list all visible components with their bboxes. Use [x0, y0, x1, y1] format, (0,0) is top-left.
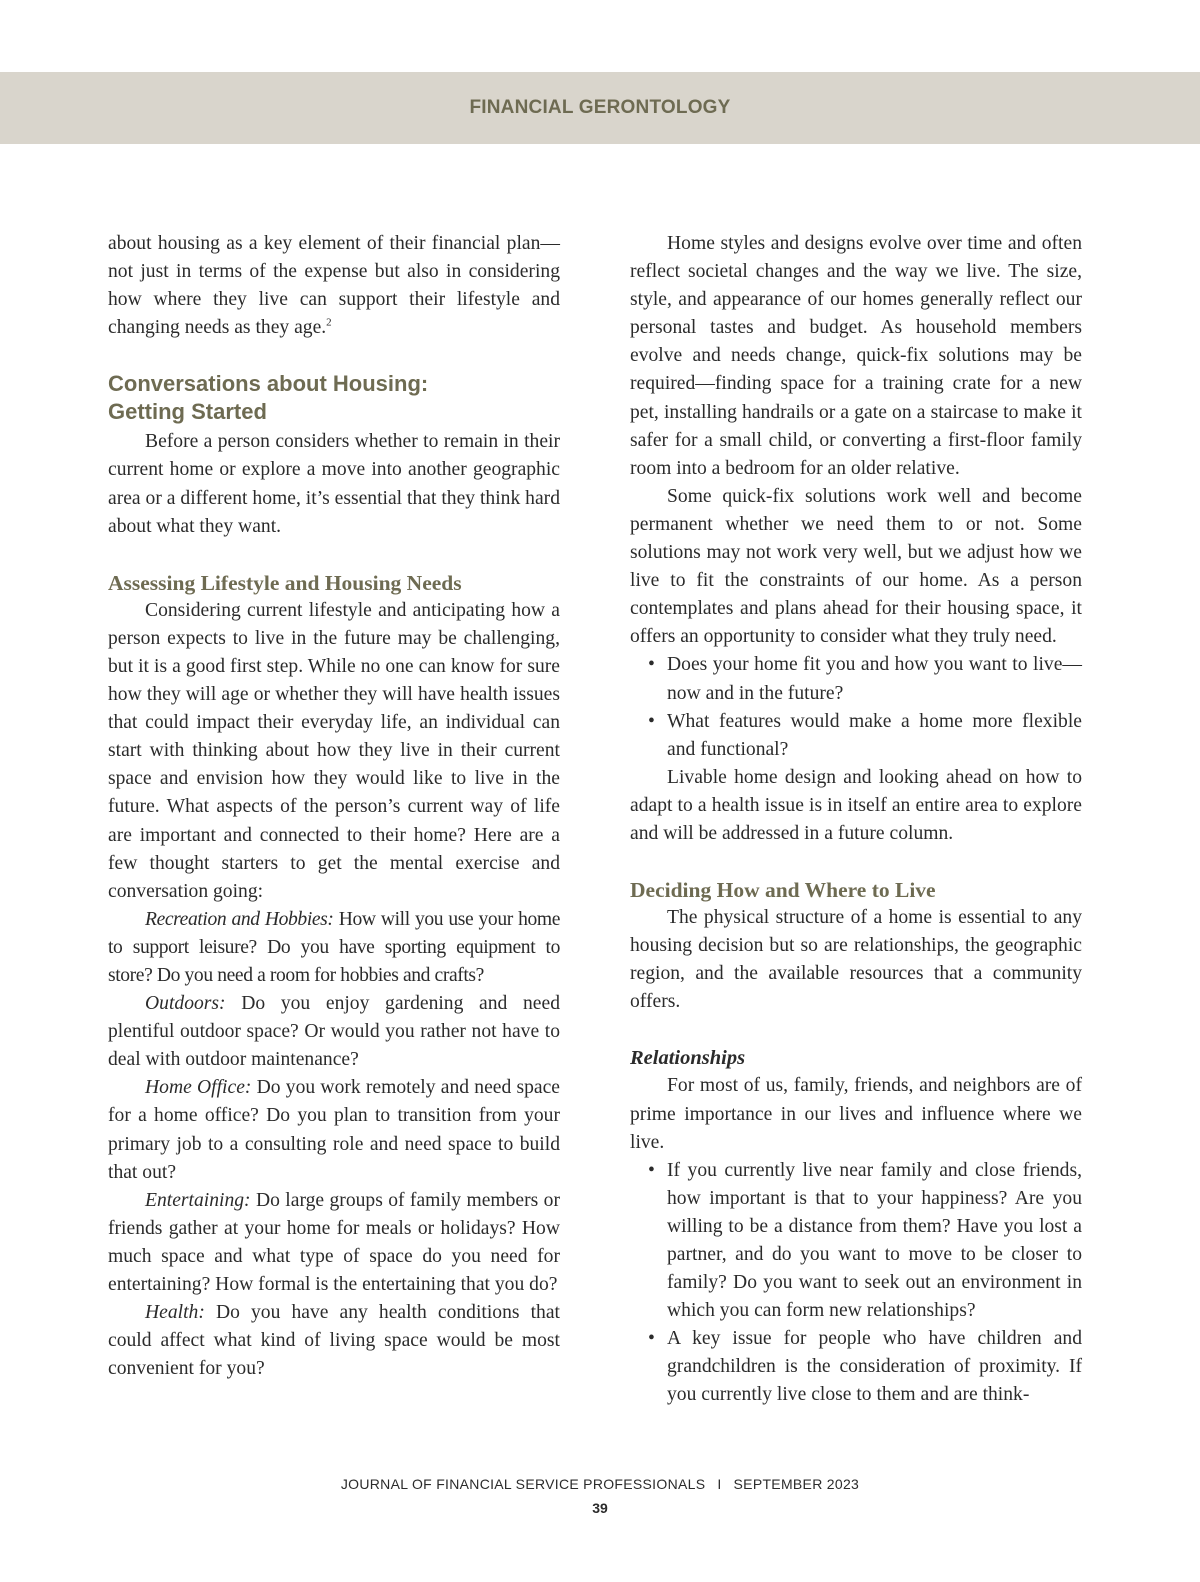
quickfix-paragraph: Some quick-fix solutions work well and become permanent whether we need them to or not. Some solutions may not work very well, but we adjust how we live to fit the constraints of our home. As a person contemplates and plans ahead for their housing space, it offers an opportunity to consider what they truly need.	[630, 485, 1082, 648]
relationships-list	[630, 1157, 1082, 1410]
starter-home-office: Home Office: Do you work remotely and need space for a home office? Do you plan to transition from your primary job to a consulting role and need space to build that out?	[108, 1077, 561, 1183]
heading-relationships: Relationships	[630, 1047, 746, 1070]
right-column	[630, 230, 1082, 1410]
footer-separator: I	[717, 1476, 722, 1492]
starter-outdoors: Outdoors: Do you enjoy gardening and need plentiful outdoor space? Or would you rather not have to deal with outdoor maintenance?	[108, 993, 560, 1071]
heading-assessing: Assessing Lifestyle and Housing Needs	[108, 570, 462, 595]
footnote-ref: 2	[326, 316, 332, 329]
conversations-paragraph: Before a person considers whether to remain in their current home or explore a move into another geographic area or a different home, it’s essential that they think hard about what they want.	[108, 431, 560, 537]
intro-paragraph: about housing as a key element of their financial plan—not just in terms of the expense but also in considering how where they live can support their lifestyle and changing needs as they age.$^2$	[108, 233, 560, 339]
issue-date: SEPTEMBER 2023	[733, 1476, 860, 1492]
deciding-paragraph: The physical structure of a home is essential to any housing decision but so are relationships, the geographic region, and the available resources that a community offers.	[630, 907, 1082, 1013]
journal-name: JOURNAL OF FINANCIAL SERVICE PROFESSIONALS	[340, 1476, 706, 1492]
list-item: • What features would make a home more flexible and functional?	[630, 708, 1082, 764]
heading-conversations: Conversations about Housing: Getting Started	[108, 371, 429, 425]
relationships-paragraph: For most of us, family, friends, and neighbors are of prime importance in our lives and influence where we live.	[630, 1075, 1082, 1153]
section-header-band	[0, 72, 1200, 144]
page-number: 39	[592, 1500, 608, 1516]
bullet-icon: •	[648, 710, 655, 732]
starter-health: Health: Do you have any health conditions that could affect what kind of living space would be most convenient for you?	[108, 1302, 560, 1380]
list-item: • If you currently live near family and close friends, how important is that to your happiness? Are you willing to be a distance from them? Have you lost a partner, and do you want to move to be closer to family? Do you want to seek out an environment in which you can form new relationships?	[630, 1157, 1082, 1326]
bullet-icon: •	[648, 654, 655, 676]
list-item: • A key issue for people who have children and grandchildren is the consideration of proximity. If you currently live close to them and are think-	[630, 1325, 1082, 1409]
journal-footer	[0, 1476, 1200, 1492]
starter-recreation: Recreation and Hobbies: How will you use your home to support leisure? Do you have sporting equipment to store? Do you need a room for hobbies and crafts?	[108, 908, 560, 986]
left-column	[108, 230, 560, 1383]
bullet-icon: •	[648, 1328, 655, 1350]
section-title: FINANCIAL GERONTOLOGY	[469, 97, 731, 118]
bullet-icon: •	[648, 1159, 655, 1181]
heading-deciding: Deciding How and Where to Live	[630, 878, 936, 903]
livable-paragraph: Livable home design and looking ahead on how to adapt to a health issue is in itself an entire area to explore and will be addressed in a future column.	[630, 766, 1082, 844]
questions-list	[630, 651, 1082, 763]
starter-entertaining: Entertaining: Do large groups of family members or friends gather at your home for meals or holidays? How much space and what type of space do you need for entertaining? How formal is the entertaining that you do?	[108, 1189, 560, 1295]
assessing-paragraph: Considering current lifestyle and anticipating how a person expects to live in the future may be challenging, but it is a good first step. While no one can know for sure how they will age or whether they will have health issues that could impact their everyday life, an individual can start with thinking about how they live in their current space and envision how they would like to live in the future. What aspects of the person’s current way of life are important and connected to their home? Here are a few thought starters to get the mental exercise and conversation going:	[108, 599, 560, 902]
list-item: • Does your home fit you and how you want to live—now and in the future?	[630, 651, 1082, 707]
styles-paragraph: Home styles and designs evolve over time and often reflect societal changes and the way we live. The size, style, and appearance of our homes generally reflect our personal tastes and budget. As household members evolve and needs change, quick-fix solutions may be required—finding space for a training crate for a new pet, installing handrails or a gate on a staircase to make it safer for a small child, or converting a first-floor family room into a bedroom for an older relative.	[630, 233, 1082, 479]
